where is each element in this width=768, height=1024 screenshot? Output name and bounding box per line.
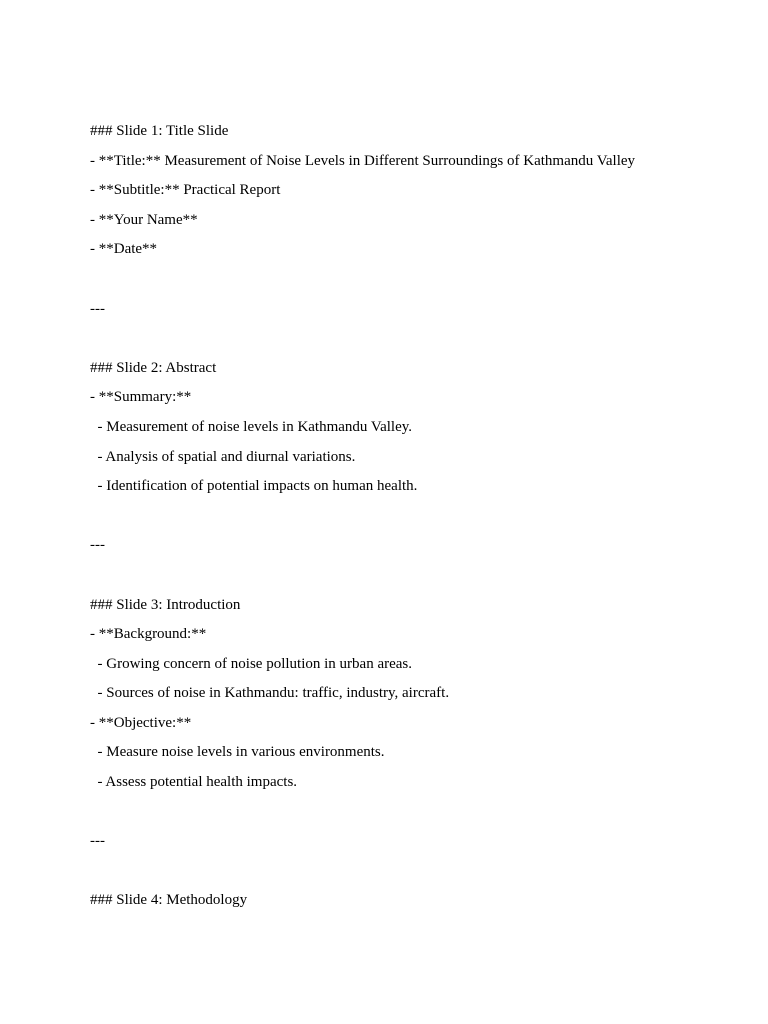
slide-3-bullet: - Growing concern of noise pollution in urban areas.: [90, 655, 412, 672]
slide-3-heading: ### Slide 3: Introduction: [90, 596, 241, 613]
slide-3-bullet: - Assess potential health impacts.: [90, 774, 298, 791]
separator-line: ---: [90, 833, 105, 850]
slide-1-name-line: - **Your Name**: [90, 211, 198, 228]
blank-line: [90, 504, 730, 534]
slide-3-bullet: - Sources of noise in Kathmandu: traffic, industry, aircraft.: [90, 685, 450, 702]
slide-2-bullet: - Measurement of noise levels in Kathmandu Valley.: [90, 418, 413, 435]
slide-4-heading: ### Slide 4: Methodology: [90, 892, 248, 909]
slide-1-title-line: - **Title:** Measurement of Noise Levels in Different Surroundings of Kathmandu Valley: [90, 152, 636, 169]
slide-2-bullet: - Identification of potential impacts on human health.: [90, 478, 418, 495]
slide-1-heading: ### Slide 1: Title Slide: [90, 123, 229, 139]
blank-line: [90, 267, 730, 297]
blank-line: [90, 859, 730, 889]
blank-line: [90, 326, 730, 356]
slide-2-bullet: - Analysis of spatial and diurnal variations.: [90, 448, 356, 465]
slide-3-objective-line: - **Objective:**: [90, 714, 192, 731]
separator-line: ---: [90, 300, 105, 317]
blank-line: [90, 800, 730, 830]
separator-line: ---: [90, 537, 105, 554]
slide-2-summary-line: - **Summary:**: [90, 389, 192, 406]
slide-3-background-line: - **Background:**: [90, 626, 207, 643]
document-body: [90, 119, 730, 918]
slide-1-date-line: - **Date**: [90, 241, 158, 258]
blank-line: [90, 563, 730, 593]
slide-3-bullet: - Measure noise levels in various environments.: [90, 744, 385, 761]
slide-1-subtitle-line: - **Subtitle:** Practical Report: [90, 182, 281, 199]
slide-2-heading: ### Slide 2: Abstract: [90, 359, 217, 376]
